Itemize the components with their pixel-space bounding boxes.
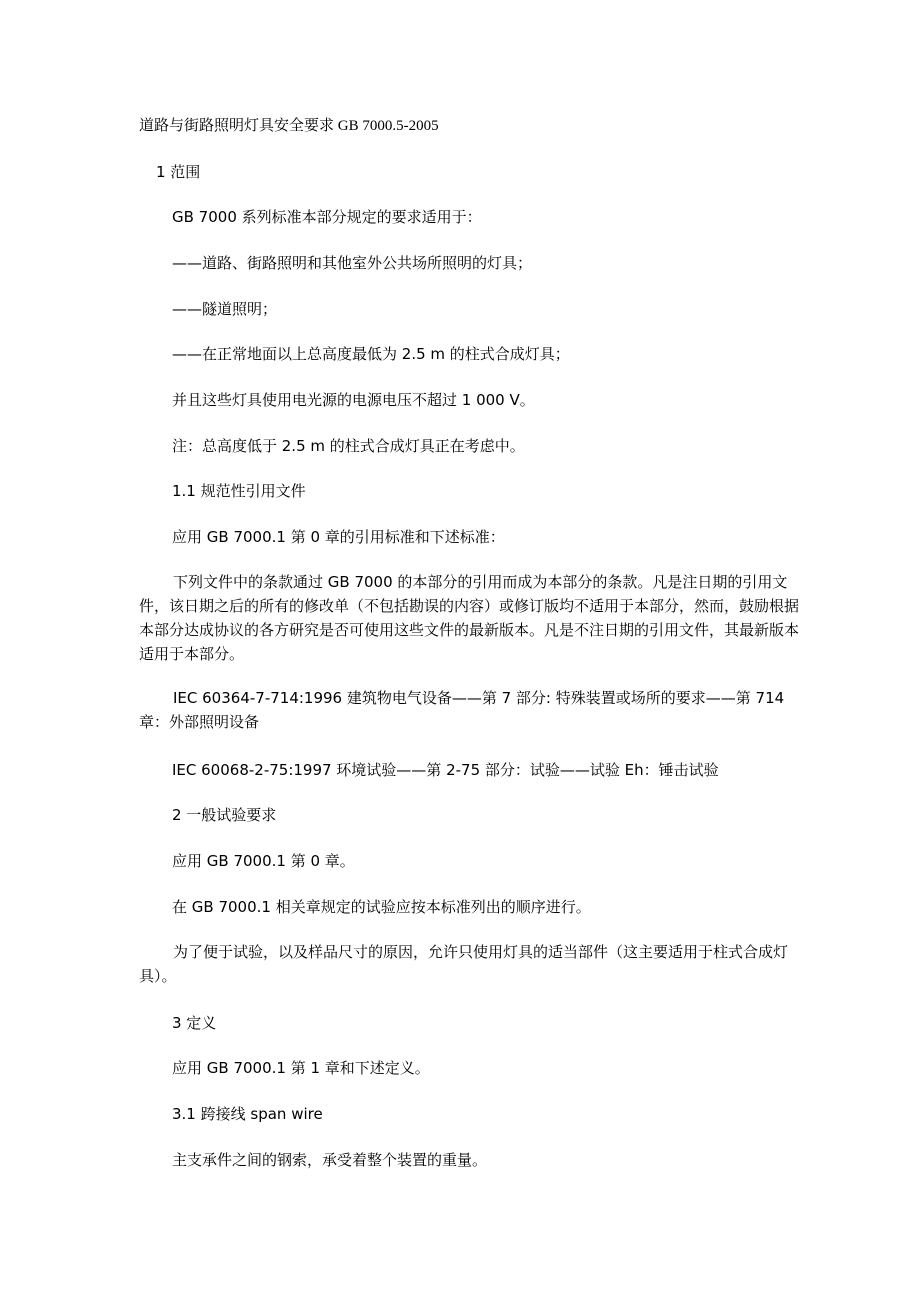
scope-item-column-luminaires: ——在正常地面以上总高度最低为 2.5 m 的柱式合成灯具； bbox=[172, 345, 570, 363]
section-2-sample-paragraph: 为了便于试验，以及样品尺寸的原因，允许只使用灯具的适当部件（这主要适用于柱式合成灯具）。 bbox=[139, 943, 789, 985]
consideration-note: 注：总高度低于 2.5 m 的柱式合成灯具正在考虑中。 bbox=[172, 437, 525, 455]
reference-iec-60364: IEC 60364-7-714:1996 建筑物电气设备——第 7 部分: 特殊装置或场所的要求——第 714 章：外部照明设备 bbox=[139, 689, 785, 731]
section-1-heading: 1 范围 bbox=[156, 163, 201, 181]
normative-references-paragraph: 下列文件中的条款通过 GB 7000 的本部分的引用而成为本部分的条款。凡是注日期的引用文件，该日期之后的所有的修改单（不包括勘误的内容）或修订版均不适用于本部分，然而，鼓励根据本部分达成协议的各方研究是否可使用这些文件的最新版本。凡是不注日期的引用文件，其最新版本适用于本部分。 bbox=[139, 573, 800, 663]
section-3-heading: 3 定义 bbox=[172, 1014, 217, 1032]
voltage-limit-text: 并且这些灯具使用电光源的电源电压不超过 1 000 V。 bbox=[172, 391, 535, 409]
normative-apply-text: 应用 GB 7000.1 第 0 章的引用标准和下述标准： bbox=[172, 528, 505, 546]
section-2-apply-text: 应用 GB 7000.1 第 0 章。 bbox=[172, 852, 355, 870]
document-title: 道路与街路照明灯具安全要求 GB 7000.5-2005 bbox=[139, 118, 439, 134]
section-3-apply-text: 应用 GB 7000.1 第 1 章和下述定义。 bbox=[172, 1059, 430, 1077]
section-2-test-order-text: 在 GB 7000.1 相关章规定的试验应按本标准列出的顺序进行。 bbox=[172, 898, 591, 916]
term-span-wire-heading: 3.1 跨接线 span wire bbox=[172, 1105, 323, 1123]
section-1-1-heading: 1.1 规范性引用文件 bbox=[172, 482, 306, 500]
reference-iec-60068: IEC 60068-2-75:1997 环境试验——第 2-75 部分：试验——试验 Eh：锤击试验 bbox=[172, 761, 719, 779]
scope-item-road-lighting: ——道路、街路照明和其他室外公共场所照明的灯具； bbox=[172, 254, 533, 272]
section-2-heading: 2 一般试验要求 bbox=[172, 806, 277, 824]
section-1-intro: GB 7000 系列标准本部分规定的要求适用于： bbox=[172, 208, 482, 226]
scope-item-tunnel-lighting: ——隧道照明； bbox=[172, 300, 278, 318]
term-span-wire-definition: 主支承件之间的钢索，承受着整个装置的重量。 bbox=[172, 1151, 488, 1169]
